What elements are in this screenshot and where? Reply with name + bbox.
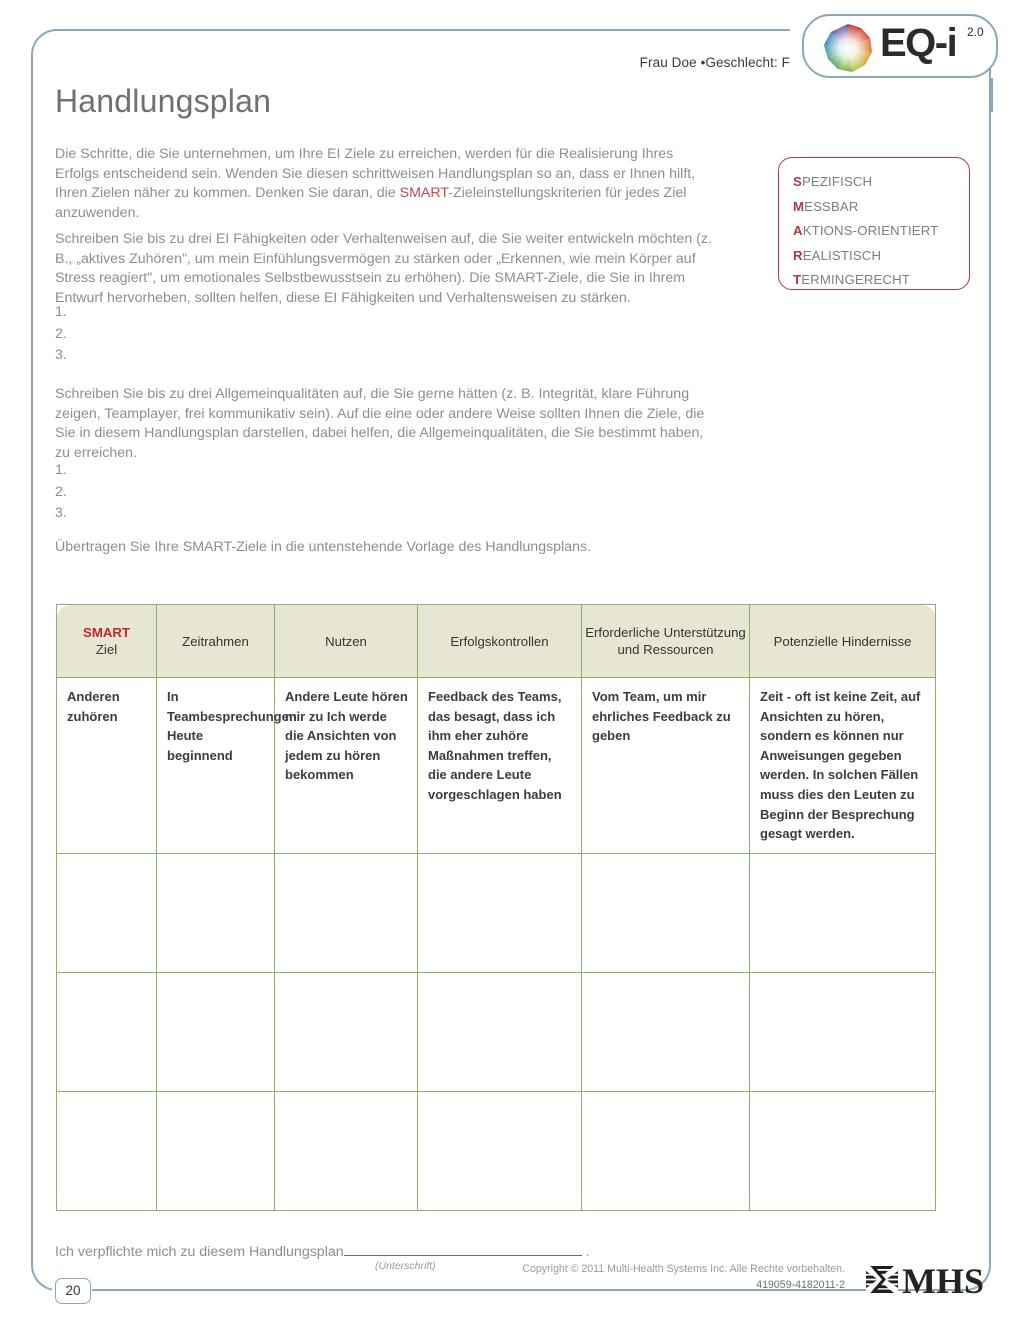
smart-criterion-measurable	[793, 195, 969, 220]
list-item-2: 2.	[55, 483, 67, 500]
list-item-3: 3.	[55, 347, 67, 363]
cell-required-support[interactable]	[582, 972, 750, 1091]
table-row[interactable]	[57, 678, 936, 854]
cell-required-support[interactable]	[582, 853, 750, 972]
intro-p1-smart-highlight: SMART	[399, 185, 449, 202]
smart-initial-m: M	[793, 198, 805, 214]
list-item-1: 1.	[55, 304, 67, 320]
document-code: 419059-4182011-2	[756, 1279, 845, 1291]
cell-success-measures[interactable]	[418, 972, 582, 1091]
action-plan-table	[56, 604, 936, 1211]
column-header-goal-label: Ziel	[95, 642, 118, 657]
cell-potential-obstacles[interactable]	[750, 853, 936, 972]
list-item-1: 1.	[55, 462, 67, 478]
intro-p1-part-b: -Zieleinstellungskriterien für jedes Ziel anzuwenden.	[55, 185, 687, 221]
column-header-benefit: Nutzen	[275, 605, 418, 678]
table-row[interactable]	[57, 1091, 936, 1210]
signature-input-line[interactable]	[344, 1242, 582, 1256]
cell-benefit[interactable]	[275, 853, 418, 972]
cell-benefit[interactable]	[275, 972, 418, 1091]
smart-rest-actionoriented: KTIONS-ORIENTIERT	[802, 223, 939, 239]
cell-required-support[interactable]	[582, 1091, 750, 1210]
page-number-badge: 20	[55, 1278, 91, 1304]
column-header-required-support: Erforderliche Unterstützung und Ressourcen	[582, 605, 750, 678]
smart-criterion-actionoriented	[793, 219, 969, 244]
smart-initial-s: S	[793, 174, 802, 189]
smart-rest-timely: ERMINGERECHT	[801, 272, 910, 288]
cell-potential-obstacles[interactable]	[750, 972, 936, 1091]
eqi-version-superscript: 2.0	[967, 25, 984, 39]
cell-timeframe[interactable]	[157, 853, 275, 972]
list-item-3: 3.	[55, 505, 67, 521]
cell-potential-obstacles[interactable]	[750, 1091, 936, 1210]
table-row[interactable]	[57, 972, 936, 1091]
table-header-row	[57, 605, 936, 678]
column-header-timeframe: Zeitrahmen	[157, 605, 275, 678]
column-header-smart-goal	[57, 605, 157, 678]
eqi-wordmark: EQ-i	[880, 21, 957, 65]
mhs-mark-icon	[866, 1266, 898, 1293]
eqi-logo-badge	[802, 14, 998, 78]
column-header-smart-label: SMART	[83, 625, 130, 640]
cell-success-measures[interactable]	[418, 1091, 582, 1210]
cell-benefit[interactable]: Andere Leute hören mir zu Ich werde die Ansichten von jedem zu hören bekommen	[275, 678, 418, 854]
cell-timeframe[interactable]: In Teambesprechungen Heute beginnend	[157, 678, 275, 854]
commitment-period: .	[585, 1244, 590, 1260]
column-header-success-measures: Erfolgskontrollen	[418, 605, 582, 678]
intro-paragraph-2: Schreiben Sie bis zu drei EI Fähigkeiten oder Verhaltenweisen auf, die Sie weiter entwickeln möchten (z. B., „aktives Zuhören", um mein Einfühlungsvermögen zu stärken oder „Erkennen, wie mein Körper auf Stress reagiert", um emotionales Selbstbewusstsein zu erhöhen). Die SMART-Ziele, die Sie in Ihrem Entwurf hervorheben, sollten helfen, diese EI Fähigkeiten und Verhaltensweisen zu stärken.	[55, 231, 712, 306]
general-qualities-numbered-list	[55, 460, 67, 525]
cell-success-measures[interactable]	[418, 853, 582, 972]
intro-paragraph-3: Schreiben Sie bis zu drei Allgemeinqualitäten auf, die Sie gerne hätten (z. B. Integrität, klare Führung zeigen, Teamplayer, frei kommunikativ sein). Auf die eine oder andere Weise sollten Ihnen die Ziele, die Sie in diesem Handlungsplan darstellen, dabei helfen, die Allgemeinqualitäten, die Sie bestimmt haben, zu erreichen.	[55, 386, 705, 461]
cell-timeframe[interactable]	[157, 972, 275, 1091]
eqi-pinwheel-icon	[822, 22, 874, 74]
list-item-2: 2.	[55, 325, 67, 342]
intro-paragraph-1	[55, 145, 720, 223]
intro-paragraph-4: Übertragen Sie Ihre SMART-Ziele in die untenstehende Vorlage des Handlungsplans.	[55, 539, 592, 555]
cell-smart-goal[interactable]	[57, 972, 157, 1091]
smart-rest-realistic: EALISTISCH	[802, 247, 882, 263]
smart-initial-r: R	[793, 247, 803, 263]
smart-initial-a: A	[793, 223, 803, 239]
smart-rest-measurable: ESSBAR	[804, 198, 859, 214]
smart-rest-specific: PEZIFISCH	[801, 174, 873, 189]
mhs-wordmark: MHS	[902, 1261, 985, 1301]
page-title: Handlungsplan	[55, 83, 272, 119]
column-header-potential-obstacles: Potenzielle Hindernisse	[750, 605, 936, 678]
ei-skills-numbered-list	[55, 302, 67, 367]
copyright-text: Copyright © 2011 Multi-Health Systems Inc. Alle Rechte vorbehalten.	[522, 1263, 845, 1275]
cell-smart-goal[interactable]	[57, 1091, 157, 1210]
cell-potential-obstacles[interactable]: Zeit - oft ist keine Zeit, auf Ansichten zu hören, sondern es können nur Anweisungen gegeben werden. In solchen Fällen muss dies den Leuten zu Beginn der Besprechung gesagt werden.	[750, 678, 936, 854]
smart-criterion-specific	[793, 170, 969, 195]
table-row[interactable]	[57, 853, 936, 972]
cell-success-measures[interactable]: Feedback des Teams, das besagt, dass ich ihm eher zuhöre Maßnahmen treffen, die andere Leute vorgeschlagen haben	[418, 678, 582, 854]
commitment-signature-row	[55, 1242, 675, 1260]
commitment-text: Ich verpflichte mich zu diesem Handlungsplan	[55, 1244, 344, 1260]
cell-timeframe[interactable]	[157, 1091, 275, 1210]
mhs-logo	[866, 1261, 994, 1301]
cell-benefit[interactable]	[275, 1091, 418, 1210]
signature-caption: (Unterschrift)	[375, 1260, 436, 1272]
header-person-info: Frau Doe •Geschlecht: F	[639, 55, 790, 70]
smart-criterion-realistic	[793, 244, 969, 269]
cell-smart-goal[interactable]: Anderen zuhören	[57, 678, 157, 854]
cell-smart-goal[interactable]	[57, 853, 157, 972]
logo-connector-line	[991, 78, 993, 112]
smart-initial-t: T	[793, 272, 802, 288]
smart-criterion-timely	[793, 268, 969, 293]
intro-p1-part-a: Die Schritte, die Sie unternehmen, um Ihre EI Ziele zu erreichen, werden für die Realisierung Ihres Erfolgs entscheidend sein. Wenden Sie diesen schrittweisen Handlungsplan so an, dass er Ihnen hilft, Ihren Zielen näher zu kommen. Denken Sie daran, die	[55, 146, 696, 202]
cell-required-support[interactable]: Vom Team, um mir ehrliches Feedback zu geben	[582, 678, 750, 854]
smart-criteria-box	[778, 157, 970, 290]
